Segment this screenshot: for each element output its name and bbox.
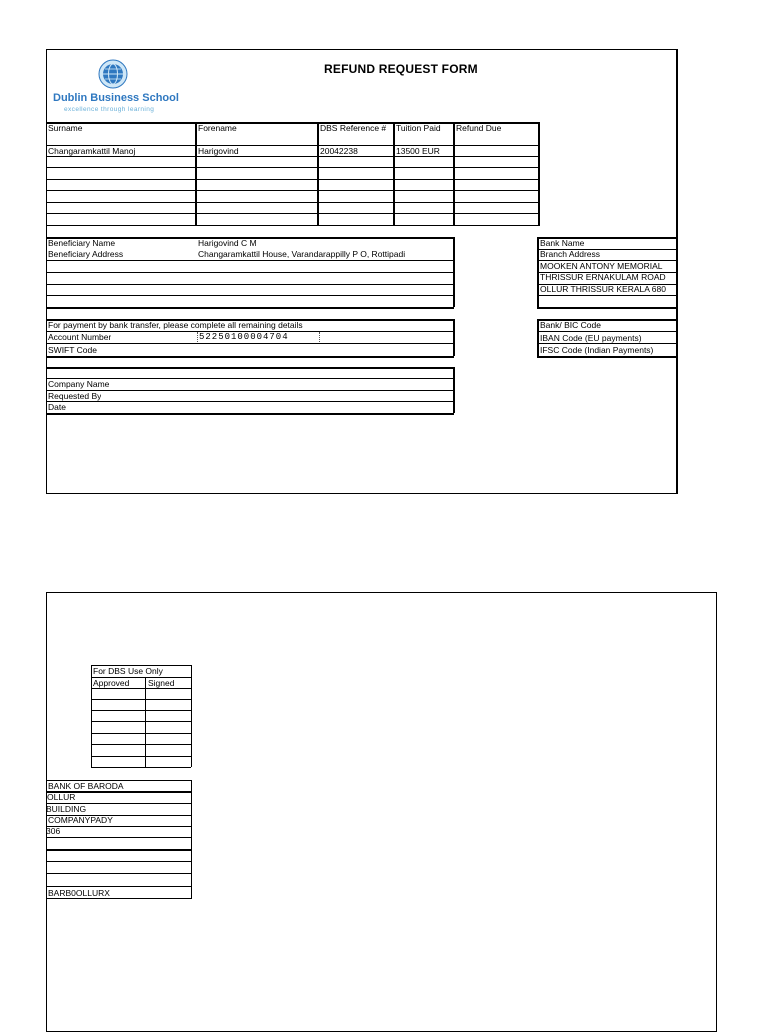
branch-address-line-2: THRISSUR ERNAKULAM ROAD xyxy=(540,272,666,282)
form-title: REFUND REQUEST FORM xyxy=(324,62,478,76)
bic-code-label: Bank/ BIC Code xyxy=(540,320,601,330)
branch-address-line-3: OLLUR THRISSUR KERALA 680 xyxy=(540,284,666,294)
bank-transfer-note: For payment by bank transfer, please complete all remaining details xyxy=(48,320,303,330)
header-refund-due: Refund Due xyxy=(456,123,502,133)
beneficiary-address-label: Beneficiary Address xyxy=(48,249,124,259)
bank-code-value: BARB0OLLURX xyxy=(48,888,110,898)
form-page-2 xyxy=(46,592,717,1032)
account-number-label: Account Number xyxy=(48,332,112,342)
bank-value-line-3: BUILDING xyxy=(46,804,87,814)
logo-name: Dublin Business School xyxy=(53,92,179,104)
cell-forename: Harigovind xyxy=(198,146,239,156)
date-label: Date xyxy=(48,402,66,412)
swift-code-label: SWIFT Code xyxy=(48,345,97,355)
header-dbs-reference: DBS Reference # xyxy=(320,123,387,133)
bank-name-label: Bank Name xyxy=(540,238,585,248)
branch-address-label: Branch Address xyxy=(540,249,601,259)
beneficiary-address-value: Changaramkattil House, Varandarappilly P O, Rottipadi xyxy=(198,249,406,259)
header-forename: Forename xyxy=(198,123,237,133)
globe-icon xyxy=(96,59,130,89)
header-surname: Surname xyxy=(48,123,83,133)
requested-by-label: Requested By xyxy=(48,391,102,401)
signed-label: Signed xyxy=(148,678,175,688)
cell-surname: Changaramkattil Manoj xyxy=(48,146,136,156)
logo-tagline: excellence through learning xyxy=(64,106,155,113)
beneficiary-name-label: Beneficiary Name xyxy=(48,238,116,248)
company-name-label: Company Name xyxy=(48,379,110,389)
approved-label: Approved xyxy=(93,678,130,688)
bank-value-line-1: BANK OF BARODA xyxy=(48,781,124,791)
iban-code-label: IBAN Code (EU payments) xyxy=(540,333,642,343)
cell-tuition-paid: 13500 EUR xyxy=(396,146,440,156)
beneficiary-name-value: Harigovind C M xyxy=(198,238,257,248)
account-number-value: 52250100004704 xyxy=(197,332,320,342)
branch-address-line-1: MOOKEN ANTONY MEMORIAL xyxy=(540,261,663,271)
bank-value-line-5: 306 xyxy=(46,826,61,836)
bank-value-line-2: OLLUR xyxy=(47,792,76,802)
ifsc-code-label: IFSC Code (Indian Payments) xyxy=(540,345,654,355)
header-tuition-paid: Tuition Paid xyxy=(396,123,441,133)
bank-value-line-4: COMPANYPADY xyxy=(48,815,113,825)
cell-dbs-reference: 20042238 xyxy=(320,146,358,156)
dbs-use-title: For DBS Use Only xyxy=(93,666,163,676)
